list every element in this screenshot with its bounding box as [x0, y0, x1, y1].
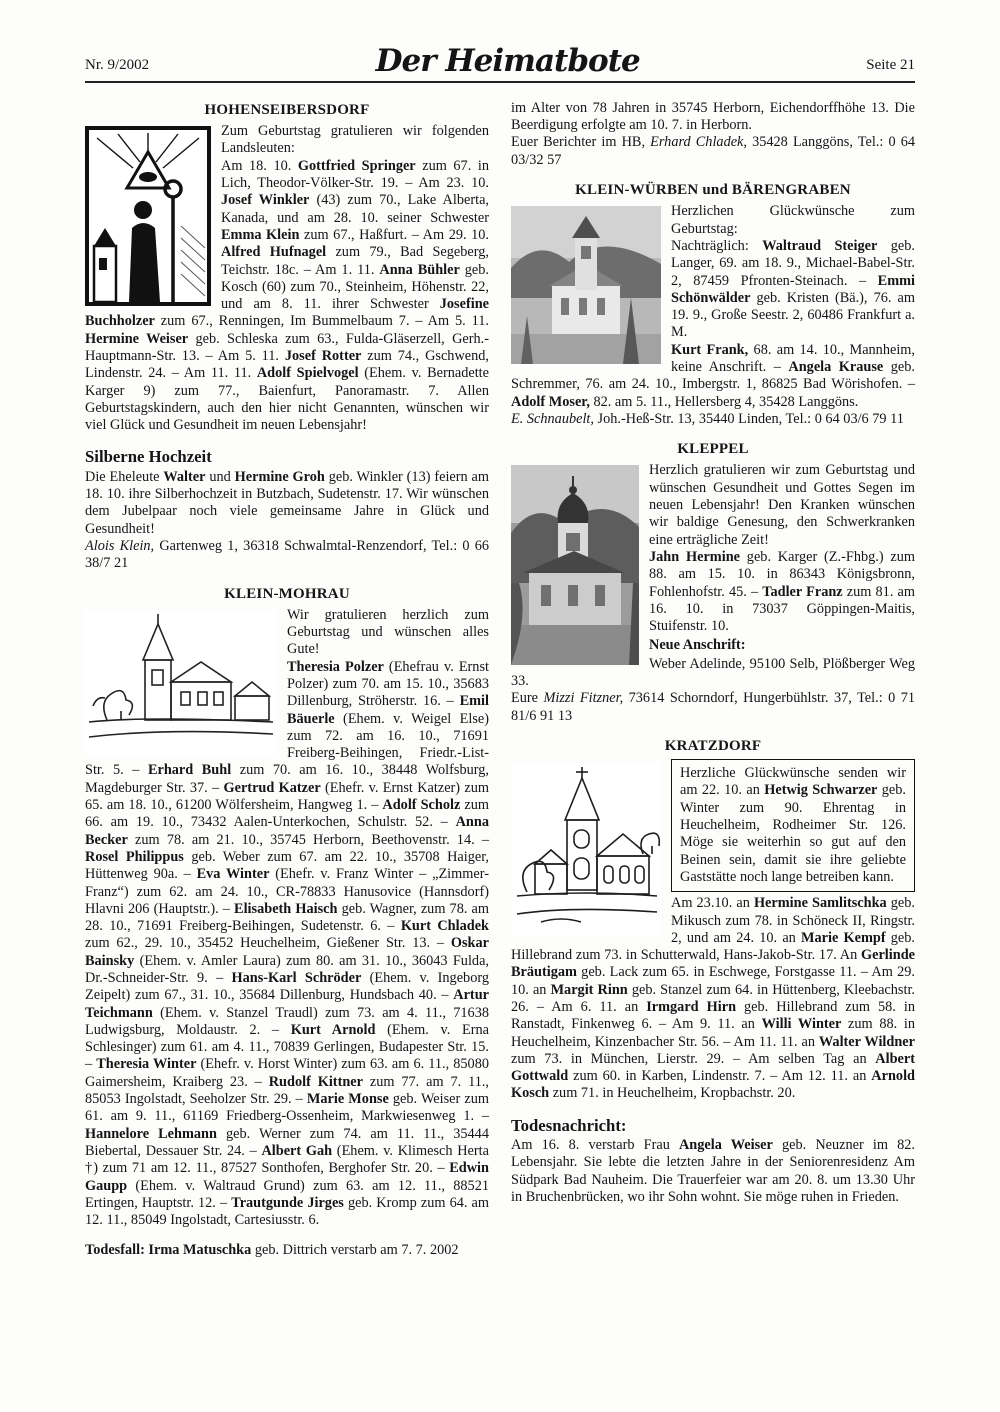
silberne-hochzeit-body: Die Eheleute Walter und Hermine Groh geb. Winkler (13) feiern am 18. 10. ihre Silberhochzeit in Butzbach, Sudetenstr. 17. Wir wünschen dem Jubelpaar noch viele gemeinsame Jahre in Glück und Gesundheit! — [85, 468, 490, 537]
kleppel-chapel-photo — [511, 465, 639, 665]
section-kleppel — [511, 441, 915, 725]
section-klein-mohrau — [85, 586, 489, 1260]
klein-wuerben-intro: Herzlichen Glückwünsche zum Geburtstag: — [671, 203, 915, 237]
kleppel-p1: Herzlich gratulieren wir zum Geburtstag und wünschen Gesundheit und Gottes Segen im neuen Lebensjahr! Den Kranken wünschen wir baldige Genesung, den Schwerkranken eine erträgliche Zeit! — [649, 462, 915, 548]
section-title-kratzdorf: KRATZDORF — [664, 737, 762, 754]
kleppel-p2: Jahn Hermine geb. Karger (Z.-Fhbg.) zum 88. am 15. 10. in 86343 Königsbronn, Fohlenhofstr. 45. – Tadler Franz zum 81. am 16. 10. in 73037 Göppingen-Maitis, Stuifenstr. 10. — [649, 548, 916, 635]
klein-mohrau-todesfall: Todesfall: Irma Matuschka geb. Dittrich verstarb am 7. 7. 2002 — [85, 1242, 459, 1259]
section-title-hohenseibersdorf: HOHENSEIBERSDORF — [204, 101, 370, 118]
issue-number: Nr. 9/2002 — [85, 56, 150, 73]
section-title-kleppel: KLEPPEL — [677, 441, 749, 458]
page-number: Seite 21 — [866, 56, 915, 73]
hohenseibersdorf-woodcut-image — [85, 126, 211, 306]
continuation-signature: Euer Berichter im HB, Erhard Chladek, 35428 Langgöns, Tel.: 0 64 03/32 57 — [511, 134, 915, 168]
section-silberne-hochzeit — [85, 447, 489, 572]
section-title-klein-wuerben: KLEIN-WÜRBEN und BÄRENGRABEN — [575, 182, 851, 199]
kratzdorf-highlight-box — [671, 759, 915, 892]
section-title-klein-mohrau: KLEIN-MOHRAU — [224, 585, 350, 602]
klein-wuerben-body2: Kurt Frank, 68. am 14. 10., Mannheim, keine Anschrift. – Angela Krause geb. Schremmer, 76. am 24. 10., Imbergstr. 1, 86825 Bad Wörishofen. – Adolf Moser, 82. am 5. 11., Hellersberg 4, 35428 Langgöns. — [511, 341, 915, 410]
two-column-layout — [85, 100, 915, 1260]
kleppel-neue-anschrift-label: Neue Anschrift: — [649, 637, 746, 654]
hohenseibersdorf-body: Am 18. 10. Gottfried Springer zum 67. in Lich, Theodor-Völker-Str. 19. – Am 23. 10. Josef Winkler (43) zum 70., Lake Alberta, Kanada, und am 28. 10. seiner Schwester Emma Klein zum 67., Haßfurt. – Am 29. 10. Alfred Hufnagel zum 79., Bad Segeberg, Teichstr. 18c. – Am 1. 11. Anna Bühler geb. Kosch (60) zum 70., Steinheim, Höhenstr. 22, und am 8. 11. ihrer Schwester Josefine Buchholzer zum 67., Renningen, Im Bummelbaum 7. – Am 5. 11. Hermine Weiser geb. Schleska zum 63., Fulda-Gläserzell, Gerh.-Hauptmann-Str. 13. – Am 5. 11. Josef Rotter zum 74., Gschwend, Lindenstr. 24. – Am 11. 11. Adolf Spielvogel (Ehem. v. Bernadette Karger 9) zum 77., Baienfurt, Panoramastr. 7. Allen Geburtstagskindern, auch den hier nicht Genannten, wünschen wir viel Glück und Gesundheit im neuen Lebensjahr! — [85, 157, 490, 434]
section-continuation — [511, 100, 915, 169]
klein-wuerben-body1: Nachträglich: Waltraud Steiger geb. Langer, 69. am 18. 9., Michael-Babel-Str. 2, 87459 Pfronten-Steinach. – Emmi Schönwälder geb. Kristen (Bä.), 76. am 19. 9., Große Seestr. 2, 60486 Frankfurt a. M. — [671, 237, 915, 341]
section-hohenseibersdorf — [85, 102, 489, 435]
kratzdorf-body: Am 23.10. an Hermine Samlitschka geb. Mikusch zum 78. in Schöneck II, Ringstr. 2, und am 24. 10. an Marie Kempf geb. Hillebrand zum 73. in Schutterwald, Hans-Jakob-Str. 17. An Gerlinde Bräutigam geb. Lack zum 65. in Eschwege, Forstgasse 11. – Am 29. 10. an Margit Rinn geb. Stanzel zum 64. in Hüttenberg, Kleebachstr. 26. – Am 6. 11. an Irmgard Hirn geb. Hillebrand zum 58. in Ranstadt, Finkenweg 6. – Am 9. 11. an Willi Winter zum 88. in Heuchelheim, Kinzenbacher Str. 56. – Am 11. 11. an Walter Wildner zum 73. in München, Lierstr. 29. – Am selben Tag an Albert Gottwald zum 60. in Karben, Lindenstr. 7. – Am 12. 11. an Arnold Kosch zum 71. in Heuchelheim, Kropbachstr. 20. — [511, 895, 915, 1102]
section-kratzdorf — [511, 738, 915, 1206]
kratzdorf-church-drawing — [511, 762, 661, 937]
silberne-hochzeit-signature: Alois Klein, Gartenweg 1, 36318 Schwalmtal-Renzendorf, Tel.: 0 66 38/7 21 — [85, 537, 489, 572]
left-column — [85, 100, 489, 1260]
klein-wuerben-church-photo — [511, 206, 661, 364]
page-header — [85, 43, 915, 83]
hohenseibersdorf-intro: Zum Geburtstag gratulieren wir folgenden Landsleuten: — [221, 123, 489, 157]
kleppel-signature: Eure Mizzi Fitzner, 73614 Schorndorf, Hungerbühlstr. 37, Tel.: 0 71 81/6 91 13 — [511, 690, 916, 724]
kratzdorf-todesnachricht-label: Todesnachricht: — [511, 1115, 627, 1135]
masthead-title: Der Heimatbote — [375, 43, 640, 79]
klein-wuerben-signature: E. Schnaubelt, Joh.-Heß-Str. 13, 35440 Linden, Tel.: 0 64 03/6 79 11 — [511, 410, 904, 427]
right-column — [511, 100, 915, 1260]
kleppel-neue-anschrift: Weber Adelinde, 95100 Selb, Plößberger Weg 33. — [511, 655, 915, 689]
klein-mohrau-intro: Wir gratulieren herzlich zum Geburtstag und wünschen alles Gute! — [287, 606, 489, 658]
klein-mohrau-body: Theresia Polzer (Ehefrau v. Ernst Polzer) zum 70. am 15. 10., 35683 Dillenburg, Ströherstr. 16. – Emil Bäuerle (Ehem. v. Weigel Else) zum 72. am 16. 10., 71691 Freiberg-Beihingen, Friedr.-List-Str. 5. – Erhard Buhl zum 70. am 16. 10., 38448 Wolfsburg, Magdeburger Str. 37. – Gertrud Katzer (Ehefr. v. Ernst Katzer) zum 65. am 18. 10., 61200 Wölfersheim, Hangweg 1. – Adolf Scholz zum 66. am 19. 10., 73432 Aalen-Unterkochen, Schulstr. 52. – Anna Becker zum 78. am 21. 10., 35745 Herborn, Beethovenstr. 14. – Rosel Philippus geb. Weber zum 67. am 22. 10., 35708 Haiger, Hüttenweg 90a. – Eva Winter (Ehefr. v. Franz Winter – „Zimmer-Franz“) zum 62. am 24. 10., CR-78833 Hanusovice (Hannsdorf) Hlavni 206 (Hauptstr.). – Elisabeth Haisch geb. Wagner, zum 78. am 28. 10., 71691 Freiberg-Beihingen, Sudetenstr. 6. – Kurt Chladek zum 62., 29. 10., 35452 Heuchelheim, Gießener Str. 13. – Oskar Bainsky (Ehem. v. Amler Laura) zum 80. am 31. 10., 36043 Fulda, Dr.-Schneider-Str. 9. – Hans-Karl Schröder (Ehem. v. Ingeborg Zeipelt) zum 67., 31. 10., 35684 Dillenburg, Hundsbach 40. – Artur Teichmann (Ehem. v. Stanzel Traudl) zum 73. am 4. 11., 71638 Ludwigsburg, Moldaustr. 2. – Kurt Arnold (Ehem. v. Erna Schlesinger) zum 61. am 4. 11., 70839 Gerlingen, Budapester Str. 15. – Theresia Winter (Ehefr. v. Horst Winter) zum 63. am 6. 11., 85080 Gaimersheim, Kraiberg 23. – Rudolf Kittner zum 77. am 7. 11., 85053 Ingolstadt, Seeholzer Str. 29. – Marie Monse geb. Weiser zum 61. am 9. 11., 61169 Friedberg-Ossenheim, Markwiesenweg 1. – Hannelore Lehmann geb. Werner zum 74. am 11. 11., 35444 Biebertal, Dessauer Str. 24. – Albert Gah (Ehem. v. Klimesch Herta †) zum 71 am 12. 11., 87527 Sonthofen, Berghofer Str. 20. – Edwin Gaupp (Ehem. v. Waltraud Grund) zum 63. am 12. 11., 88521 Ertingen, Hauptstr. 12. – Trautgunde Jirges geb. Kromp zum 64. am 12. 11., 85049 Ingolstadt, Cartesiusstr. 6. — [85, 658, 489, 1229]
kratzdorf-box-text: Herzliche Glückwünsche senden wir am 22. 10. an Hetwig Schwarzer geb. Winter zum 90. Ehrentag in Heuchelheim, Rodheimer Str. 126. Möge sie weiterhin so gut auf den Beinen sein, damit sie ihre geliebte Gaststätte noch lange betreiben kann. — [680, 765, 907, 885]
section-klein-wuerben — [511, 182, 915, 428]
kratzdorf-todesnachricht: Am 16. 8. verstarb Frau Angela Weiser geb. Neuzner im 82. Lebensjahr. Sie lebte die letzten Jahre in der Seniorenresidenz Am Südpark Bad Nauheim. Die Trauerfeier war am 20. 8. um 13.30 Uhr in Bruchenbrücken, wo ihr Sohn wohnt. Sie möge ruhen in Frieden. — [511, 1137, 915, 1205]
klein-mohrau-sketch-image — [85, 610, 277, 755]
continuation-paragraph: im Alter von 78 Jahren in 35745 Herborn, Eichendorffhöhe 13. Die Beerdigung erfolgte am 10. 7. in Herborn. — [511, 99, 915, 134]
silberne-hochzeit-title: Silberne Hochzeit — [85, 447, 212, 467]
